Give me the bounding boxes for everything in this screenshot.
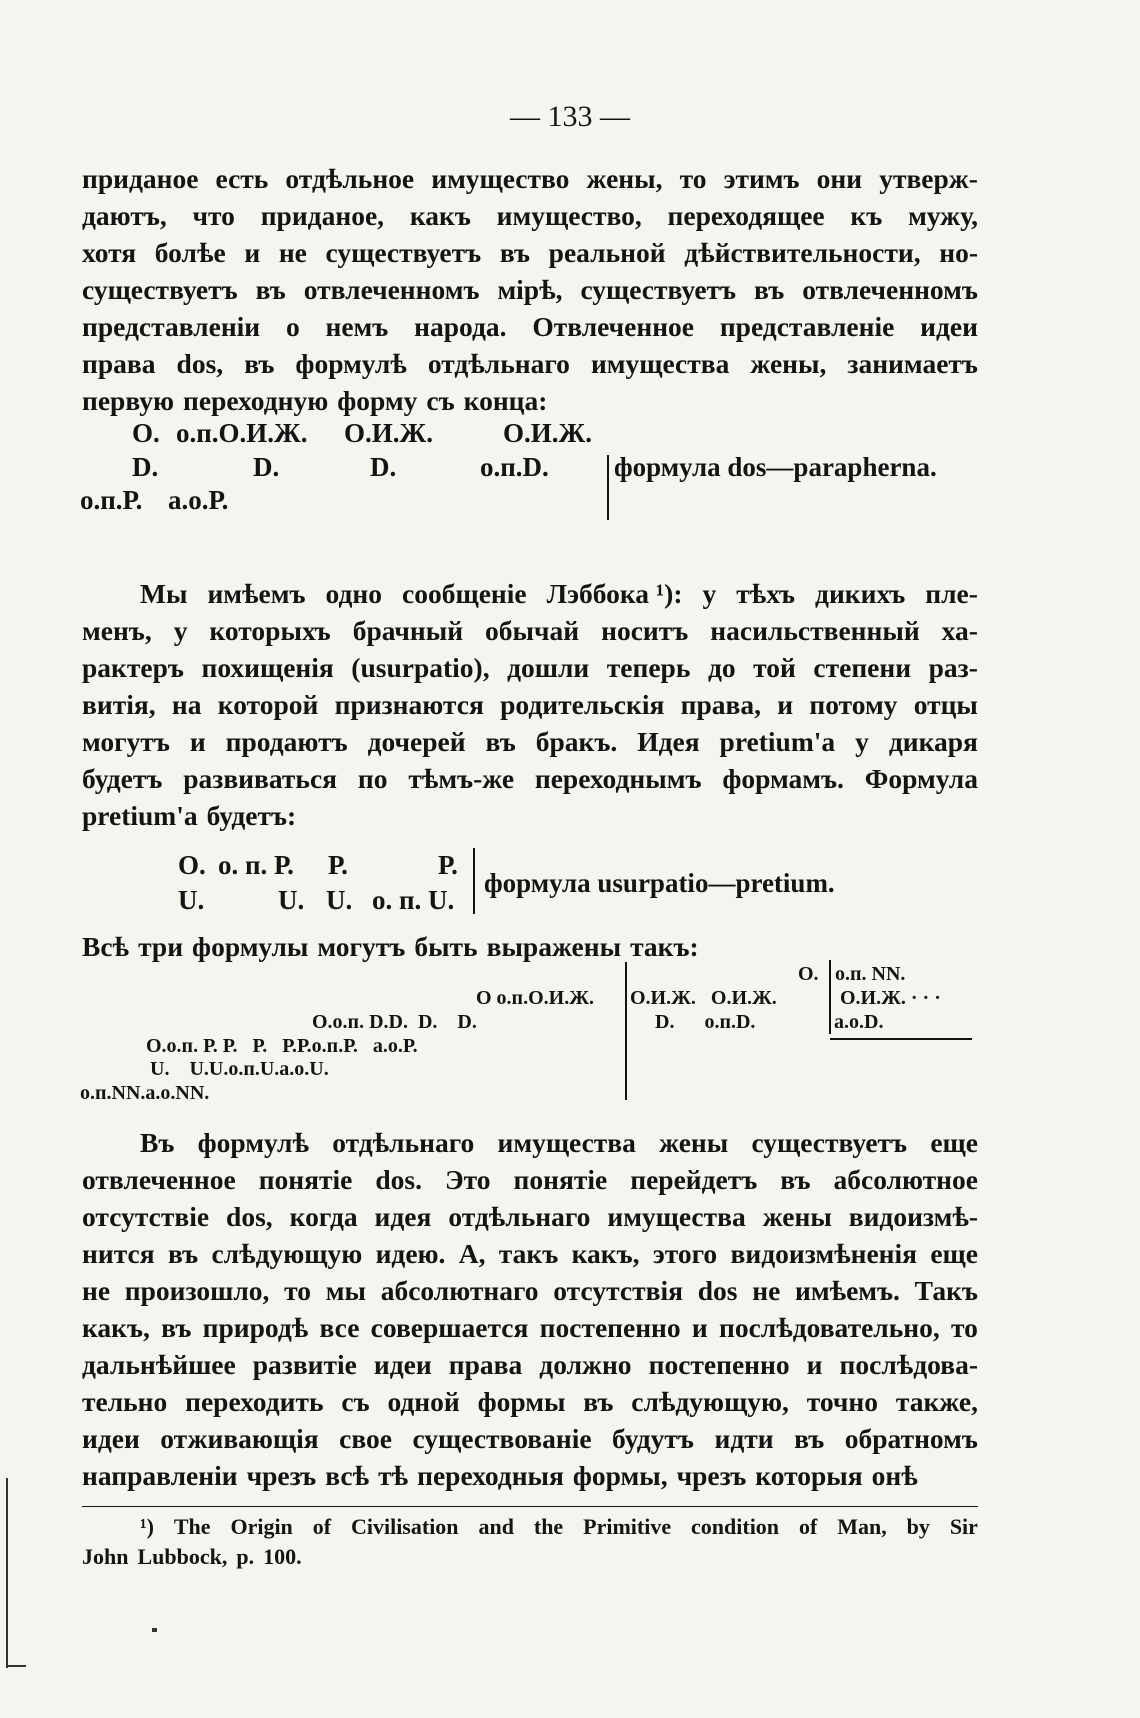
word: приданое, — [260, 200, 385, 231]
word: by — [906, 1514, 930, 1539]
word: какъ — [409, 200, 471, 231]
text-line — [82, 345, 978, 382]
word: дочерей — [367, 726, 466, 757]
word: отдѣльнаго — [427, 348, 570, 379]
word: Это — [445, 1164, 491, 1195]
paragraph-1 — [82, 160, 978, 419]
margin-mark — [6, 1478, 8, 1668]
word: раз- — [928, 652, 978, 683]
word: рактеръ — [82, 652, 184, 683]
word: признаются — [334, 689, 484, 720]
word: направленіи — [82, 1460, 238, 1491]
word: потому — [809, 689, 898, 720]
word: жены — [659, 1127, 729, 1158]
formula1-cell: о.п.О.И.Ж. — [176, 418, 308, 448]
word: точно — [806, 1386, 879, 1417]
word: тѣмъ-же — [408, 763, 515, 794]
formula3-divider-left — [625, 962, 627, 1100]
formula2-cell: U. — [278, 885, 305, 915]
word: condition — [691, 1514, 780, 1539]
word: идеи — [920, 311, 978, 342]
word: на — [171, 689, 202, 720]
formula3-right3: а.о.D. — [834, 1011, 884, 1033]
word: идею. — [375, 1238, 446, 1269]
word: представленіе — [719, 311, 895, 342]
word: чрезъ — [676, 1460, 747, 1491]
word: три — [138, 931, 184, 962]
word: отдѣльное — [285, 163, 415, 194]
word: Лэббока ¹): — [546, 578, 683, 609]
word: не — [752, 1275, 781, 1306]
word: такъ: — [630, 931, 699, 962]
text-line — [82, 612, 978, 649]
word: переходныя — [417, 1460, 564, 1491]
word: и — [189, 726, 206, 757]
word: dos — [697, 1275, 738, 1306]
word: конца: — [463, 385, 548, 416]
formula3-intro — [82, 928, 978, 965]
text-line — [82, 1512, 978, 1542]
word: еще — [930, 1127, 978, 1158]
word: хотя — [82, 237, 137, 268]
formula2-cell: U. — [326, 885, 353, 915]
word: имущества — [497, 1127, 636, 1158]
word: идея — [374, 1201, 432, 1232]
word: жены, — [586, 163, 663, 194]
word: p. — [236, 1544, 255, 1569]
word: мы — [325, 1275, 366, 1306]
word: родительскія — [500, 689, 665, 720]
word: видоизмѣ- — [848, 1201, 978, 1232]
word: тѣхъ — [736, 578, 796, 609]
word: бракъ. — [535, 726, 618, 757]
text-line — [82, 308, 978, 345]
formula1-label: формула dos—parapherna. — [614, 452, 937, 482]
word: мірѣ, — [497, 274, 563, 305]
word: видоизмѣненія — [730, 1238, 918, 1269]
formula2-cell: о. п. Р. — [218, 850, 294, 880]
word: формы, — [572, 1460, 668, 1491]
word: какъ, — [82, 1312, 150, 1343]
text-line — [82, 723, 978, 760]
word: существуетъ — [751, 1127, 908, 1158]
formula3-line5: о.п.NN.а.о.NN. — [80, 1082, 210, 1104]
word: могутъ — [82, 726, 170, 757]
word: также, — [895, 1386, 978, 1417]
word: обычай — [485, 615, 580, 646]
word: и — [691, 1312, 708, 1343]
text-line — [82, 649, 978, 686]
text-line — [82, 1457, 978, 1494]
word: имѣемъ. — [795, 1275, 900, 1306]
word: идеи — [373, 1349, 432, 1380]
word: мужу, — [908, 200, 978, 231]
formula1-cell: а.о.Р. — [168, 485, 229, 515]
word: по — [357, 763, 388, 794]
word: имущества — [607, 1201, 746, 1232]
word: будетъ — [82, 763, 163, 794]
word: Всѣ — [82, 931, 130, 962]
word: пле- — [925, 578, 978, 609]
text-line — [82, 760, 978, 797]
word: Формула — [864, 763, 978, 794]
word: у — [702, 578, 717, 609]
text-line — [82, 234, 978, 271]
word: жены, — [750, 348, 827, 379]
formula2-cell: О. — [178, 850, 206, 880]
word: постепенно — [539, 1312, 681, 1343]
word: отвлеченномъ — [303, 274, 480, 305]
word: формулѣ — [295, 348, 407, 379]
paragraph-3 — [82, 1124, 978, 1494]
word: имущество, — [496, 200, 642, 231]
word: Такъ — [914, 1275, 978, 1306]
word: когда — [289, 1201, 358, 1232]
word: у — [855, 726, 869, 757]
word: будетъ: — [206, 800, 297, 831]
formula3-mid1: О.И.Ж. О.И.Ж. — [630, 987, 777, 1009]
word: у — [173, 615, 188, 646]
word: даютъ, — [82, 200, 167, 231]
word: понятіе — [258, 1164, 353, 1195]
word: Primitive — [583, 1514, 672, 1539]
word: dos. — [375, 1164, 422, 1195]
page-number: — 133 — — [510, 100, 630, 133]
word: формы — [477, 1386, 566, 1417]
word: существуетъ — [82, 274, 238, 305]
text-line — [82, 686, 978, 723]
word: (usurpatio), — [351, 652, 490, 683]
text-line — [82, 1161, 978, 1198]
word: формулѣ — [197, 1127, 309, 1158]
margin-mark — [6, 1665, 26, 1667]
word: of — [312, 1514, 332, 1539]
word: въ — [167, 1238, 199, 1269]
word: the — [533, 1514, 564, 1539]
formula3-right0: О. — [798, 963, 819, 985]
word: теперь — [606, 652, 691, 683]
word: переходящее — [667, 200, 825, 231]
text-line — [82, 160, 978, 197]
word: до — [707, 652, 736, 683]
word: слѣдующую — [211, 1238, 363, 1269]
formula1-cell: D. — [132, 452, 159, 482]
word: послѣдова- — [839, 1349, 978, 1380]
word: Sir — [949, 1514, 978, 1539]
word: права — [82, 348, 156, 379]
word: которой — [217, 689, 319, 720]
formula2-divider — [473, 848, 475, 914]
word: быть — [414, 931, 478, 962]
word: реальной — [548, 237, 666, 268]
word: они — [816, 163, 863, 194]
word: въ — [780, 1164, 811, 1195]
word: дикихъ — [815, 578, 906, 609]
word: приданое — [82, 163, 199, 194]
word: идеи — [82, 1423, 140, 1454]
word: and — [478, 1514, 514, 1539]
word: выражены — [486, 931, 622, 962]
word: той — [753, 652, 796, 683]
paragraph-2 — [82, 575, 978, 834]
word: понятіе — [513, 1164, 608, 1195]
word: носитъ — [601, 615, 689, 646]
word: и — [244, 237, 261, 268]
word: свое — [339, 1423, 392, 1454]
word: этого — [652, 1238, 718, 1269]
word: народа. — [414, 311, 507, 342]
text-line — [82, 1235, 978, 1272]
word: такъ — [498, 1238, 559, 1269]
text-line — [82, 928, 978, 965]
word: менъ, — [82, 615, 152, 646]
margin-mark — [152, 1628, 157, 1632]
word: развиваться — [183, 763, 338, 794]
word: Man, — [837, 1514, 887, 1539]
formula3-divider-right — [829, 960, 831, 1034]
word: постепенно — [648, 1349, 790, 1380]
word: и — [806, 1349, 823, 1380]
word: тельно — [82, 1386, 168, 1417]
word: перейдетъ — [630, 1164, 758, 1195]
word: болѣе — [154, 237, 226, 268]
word: Origin — [230, 1514, 293, 1539]
word: одно — [325, 578, 382, 609]
word: этимъ — [723, 163, 800, 194]
formula1-cell: D. — [370, 452, 397, 482]
word: существованіе — [412, 1423, 592, 1454]
formula1-cell: о.п.D. — [480, 452, 549, 482]
word: отсутствія — [553, 1275, 684, 1306]
word: переходить — [185, 1386, 324, 1417]
word: права, — [680, 689, 761, 720]
text-line — [82, 1420, 978, 1457]
formula3-line4: U. U.U.о.п.U.а.о.U. — [150, 1058, 329, 1080]
word: въ — [161, 1312, 192, 1343]
word: слѣдующую, — [631, 1386, 789, 1417]
word: форму — [337, 385, 418, 416]
word: не — [82, 1275, 111, 1306]
formula1-cell: О. — [132, 418, 160, 448]
word: должно — [539, 1349, 632, 1380]
text-line — [82, 1124, 978, 1161]
word: The — [173, 1514, 211, 1539]
word: абсолютное — [833, 1164, 978, 1195]
word: Въ — [140, 1127, 175, 1158]
word: онѣ — [871, 1460, 918, 1491]
word: занимаетъ — [847, 348, 978, 379]
word: насильственный — [710, 615, 920, 646]
word: въ — [255, 274, 286, 305]
word: pretium'а — [82, 800, 198, 831]
word: продаютъ — [225, 726, 348, 757]
word: переходнымъ — [534, 763, 702, 794]
word: не — [278, 237, 307, 268]
word: отвлеченное — [82, 1164, 236, 1195]
word: природѣ — [202, 1312, 309, 1343]
word: въ — [485, 726, 516, 757]
text-line — [82, 1346, 978, 1383]
word: въ — [499, 237, 531, 268]
word: жены — [762, 1201, 832, 1232]
formula2-cell: U. — [178, 885, 205, 915]
word: то — [679, 163, 707, 194]
word: въ — [794, 1423, 825, 1454]
formula3-underline — [830, 1038, 972, 1040]
footnote — [82, 1512, 978, 1572]
word: отдѣльнаго — [332, 1127, 475, 1158]
formula1-cell: о.п.Р. — [80, 485, 143, 515]
word: отцы — [913, 689, 978, 720]
word: John — [82, 1544, 129, 1569]
formula3-line3: О.о.п. Р. Р. Р. Р.Р.о.п.Р. а.о.Р. — [146, 1035, 418, 1057]
word: А, — [458, 1238, 486, 1269]
word: существуетъ — [325, 237, 482, 268]
formula1-cell: О.И.Ж. — [344, 418, 433, 448]
text-line — [82, 1309, 978, 1346]
word: сообщеніе — [402, 578, 527, 609]
word: первую — [82, 385, 175, 416]
word: одной — [387, 1386, 460, 1417]
word: въ — [244, 348, 275, 379]
word: но- — [939, 237, 978, 268]
text-line — [82, 382, 978, 419]
word: степени — [813, 652, 912, 683]
word: представленіи — [82, 311, 261, 342]
word: къ — [850, 200, 883, 231]
word: какъ, — [571, 1238, 640, 1269]
text-line — [82, 1272, 978, 1309]
text-line — [82, 1198, 978, 1235]
word: dos, — [226, 1201, 273, 1232]
formula2-cell: о. п. U. — [372, 885, 455, 915]
word: of — [798, 1514, 818, 1539]
word: съ — [341, 1386, 370, 1417]
text-line — [82, 1542, 978, 1572]
word: въ — [754, 274, 785, 305]
word: Lubbock, — [137, 1544, 228, 1569]
word: обратномъ — [844, 1423, 978, 1454]
footnote-rule — [82, 1506, 978, 1507]
word: отживающія — [160, 1423, 319, 1454]
formula2-cell: Р. — [438, 850, 458, 880]
formula3-right1: о.п. NN. — [835, 963, 906, 985]
word: Civilisation — [350, 1514, 459, 1539]
formula1-divider — [607, 455, 609, 520]
word: дальнѣйшее — [82, 1349, 236, 1380]
word: ха- — [941, 615, 978, 646]
word: съ — [426, 385, 455, 416]
text-line — [82, 575, 978, 612]
word: будутъ — [612, 1423, 694, 1454]
word: Идея — [637, 726, 700, 757]
text-line — [82, 271, 978, 308]
word: и — [777, 689, 794, 720]
word: 100. — [263, 1544, 302, 1569]
word: дѣйствительности, — [684, 237, 921, 268]
word: ¹) — [140, 1514, 154, 1539]
word: брачный — [352, 615, 464, 646]
word: еще — [930, 1238, 978, 1269]
word: есть — [215, 163, 269, 194]
word: то — [284, 1275, 312, 1306]
formula2-label: формула usurpatio—pretium. — [484, 868, 835, 898]
formula3-line2: О.о.п. D.D. D. D. — [312, 1011, 477, 1033]
word: которыя — [755, 1460, 863, 1491]
word: похищенія — [201, 652, 334, 683]
word: dos, — [176, 348, 224, 379]
formula3-mid2: D. о.п.D. — [655, 1011, 756, 1033]
word: Мы — [140, 578, 188, 609]
word: то — [950, 1312, 978, 1343]
formula1-cell: D. — [253, 452, 280, 482]
word: отсутствіе — [82, 1201, 210, 1232]
word: существуетъ — [580, 274, 737, 305]
word: о — [285, 311, 300, 342]
word: формамъ. — [722, 763, 844, 794]
word: нится — [82, 1238, 155, 1269]
word: абсолютнаго — [380, 1275, 539, 1306]
word: дошли — [507, 652, 590, 683]
word: въ — [583, 1386, 614, 1417]
word: немъ — [325, 311, 389, 342]
word: идти — [714, 1423, 774, 1454]
text-line — [82, 1383, 978, 1420]
formula1-cell: О.И.Ж. — [503, 418, 592, 448]
word: развитіе — [252, 1349, 357, 1380]
word: всѣ — [325, 1460, 370, 1491]
word: имущество — [431, 163, 570, 194]
word: витія, — [82, 689, 156, 720]
word: отдѣльнаго — [448, 1201, 591, 1232]
word: которыхъ — [209, 615, 331, 646]
word: переходную — [183, 385, 329, 416]
word: отвлеченномъ — [802, 274, 978, 305]
word: послѣдовательно, — [718, 1312, 940, 1343]
word: совершается — [370, 1312, 529, 1343]
word: имѣемъ — [207, 578, 306, 609]
word: формулы — [192, 931, 309, 962]
word: что — [192, 200, 235, 231]
word: дикаря — [888, 726, 978, 757]
text-line — [82, 797, 978, 834]
word: Отвлеченное — [532, 311, 695, 342]
formula3-right2: О.И.Ж. · · · — [840, 987, 941, 1009]
formula3-line1: О о.п.О.И.Ж. — [476, 987, 594, 1009]
word: тѣ — [378, 1460, 409, 1491]
word: pretium'а — [719, 726, 836, 757]
word: все — [319, 1312, 360, 1343]
word: произошло, — [124, 1275, 270, 1306]
word: имущества — [590, 348, 730, 379]
word: утверж- — [879, 163, 978, 194]
word: чрезъ — [246, 1460, 317, 1491]
formula2-cell: Р. — [328, 850, 348, 880]
text-line — [82, 197, 978, 234]
word: могутъ — [317, 931, 406, 962]
word: права — [448, 1349, 523, 1380]
